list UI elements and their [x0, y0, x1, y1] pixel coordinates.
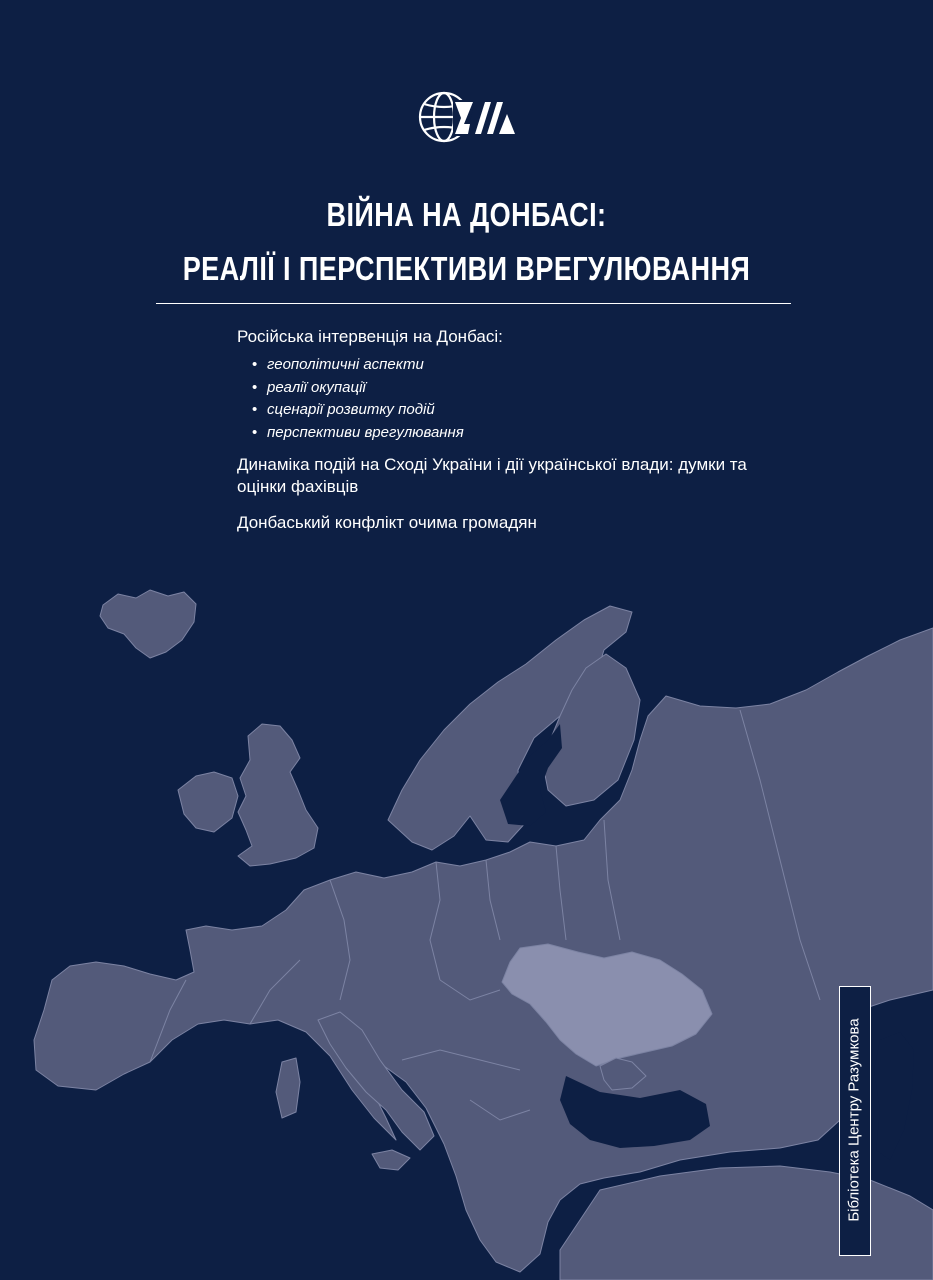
section1-item: • геополітичні аспекти [237, 354, 797, 377]
contents-block [237, 326, 797, 548]
europe-map [0, 580, 933, 1280]
section1-item: • сценарії розвитку подій [237, 399, 797, 422]
section1-item: • реалії окупації [237, 377, 797, 400]
section3-text: Донбаський конфлікт очима громадян [237, 513, 537, 533]
sicily-shape [372, 1150, 410, 1170]
razumkov-centre-logo-icon [417, 90, 517, 144]
anatolia-shape [560, 1166, 933, 1280]
caspian-sea-shape [874, 1032, 914, 1160]
section1-heading: Російська інтервенція на Донбасі: [237, 327, 503, 346]
iceland-shape [100, 590, 196, 658]
section1-item: • перспективи врегулювання [237, 422, 797, 445]
sardinia-shape [276, 1058, 300, 1118]
section1-list [237, 354, 797, 444]
title-line-1: ВІЙНА НА ДОНБАСІ: [326, 196, 607, 233]
great-britain-shape [238, 724, 318, 866]
title-line-2: РЕАЛІЇ І ПЕРСПЕКТИВИ ВРЕГУЛЮВАННЯ [182, 250, 751, 287]
section2-text: Динаміка подій на Сході України і дії української влади: думки та оцінки фахівців [237, 455, 747, 497]
title-divider [156, 303, 791, 304]
ireland-shape [178, 772, 238, 832]
series-label: Бібліотека Центру Разумкова [845, 1018, 863, 1222]
